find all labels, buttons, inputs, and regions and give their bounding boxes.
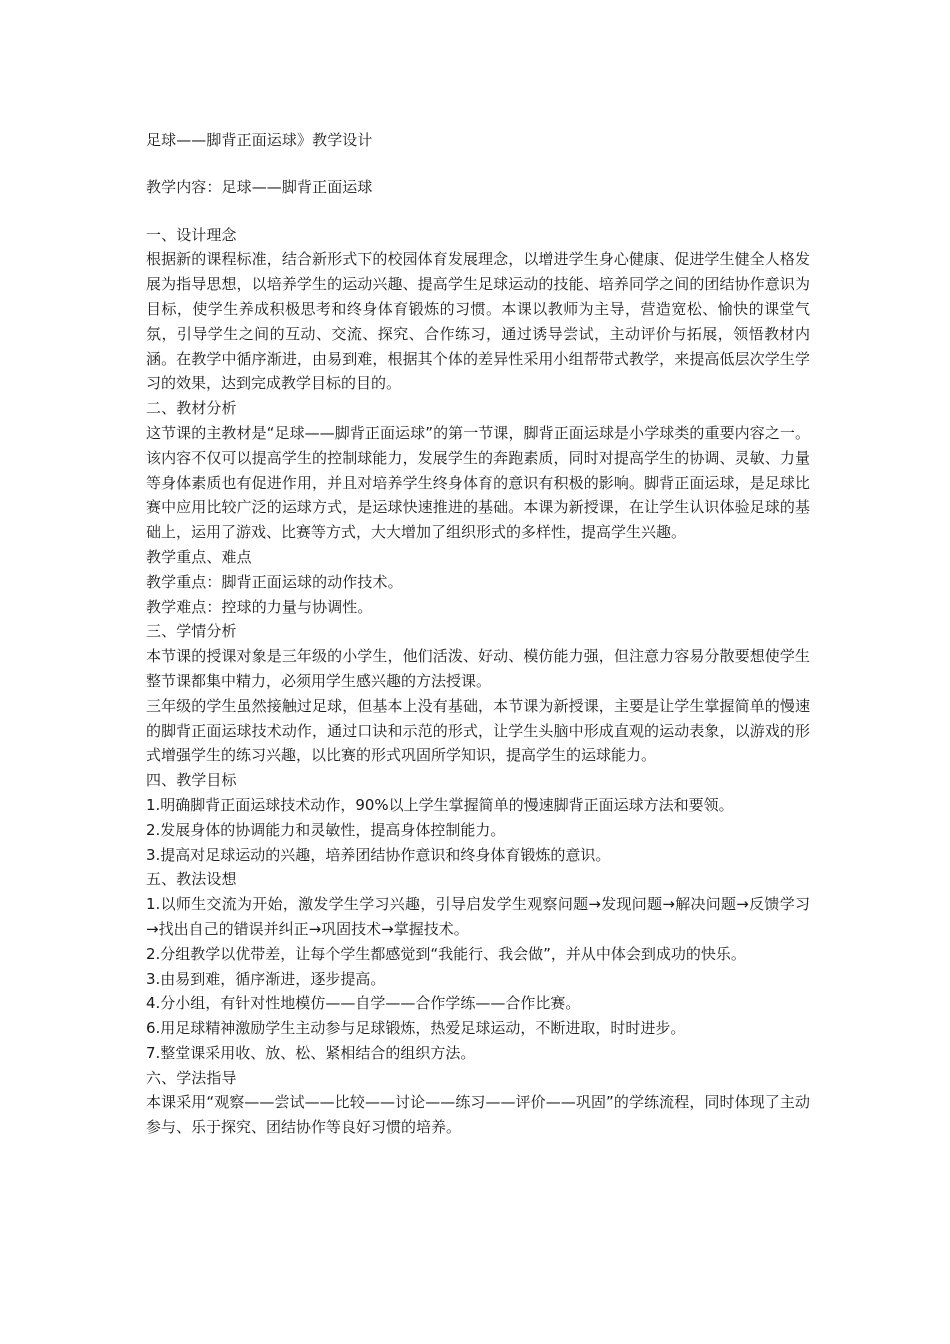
- student-analysis-paragraph-2: 三年级的学生虽然接触过足球，但基本上没有基础，本节课为新授课，主要是让学生掌握简单的慢速的脚背正面运球技术动作，通过口诀和示范的形式，让学生头脑中形成直观的运动表象，以游戏的形式增强学生的练习兴趣，以比赛的形式巩固所学知识，提高学生的运球能力。: [146, 696, 810, 765]
- section-heading-material-analysis: 二、教材分析: [146, 399, 237, 418]
- section-heading-teaching-methods: 五、教法设想: [146, 870, 237, 889]
- method-item: 6.用足球精神激励学生主动参与足球锻炼，热爱足球运动，不断进取，时时进步。: [146, 1019, 686, 1038]
- goal-item: 3.提高对足球运动的兴趣，培养团结协作意识和终身体育锻炼的意识。: [146, 845, 611, 864]
- goal-item: 2.发展身体的协调能力和灵敏性，提高身体控制能力。: [146, 820, 506, 839]
- method-item: 4.分小组，有针对性地模仿——自学——合作学练——合作比赛。: [146, 994, 581, 1013]
- document-title: 足球——脚背正面运球》教学设计: [146, 131, 373, 149]
- key-point-line: 教学重点：脚背正面运球的动作技术。: [146, 572, 403, 591]
- teaching-content-line: 教学内容：足球——脚背正面运球: [146, 177, 373, 196]
- section-heading-learning-guidance: 六、学法指导: [146, 1068, 237, 1087]
- student-analysis-paragraph-1: 本节课的授课对象是三年级的小学生，他们活泼、好动、模仿能力强，但注意力容易分散要想使学生整节课都集中精力，必须用学生感兴趣的方法授课。: [146, 647, 810, 690]
- method-item: 3.由易到难，循序渐进，逐步提高。: [146, 969, 386, 988]
- section-heading-teaching-goals: 四、教学目标: [146, 771, 237, 790]
- method-item: 2.分组教学以优带差，让每个学生都感觉到“我能行、我会做”，并从中体会到成功的快乐。: [146, 944, 746, 963]
- material-analysis-paragraph: 这节课的主教材是“足球——脚背正面运球”的第一节课，脚背正面运球是小学球类的重要内容之一。该内容不仅可以提高学生的控制球能力，发展学生的奔跑素质，同时对提高学生的协调、灵敏、力量等身体素质也有促进作用，并且对培养学生终身体育的意识有积极的影响。脚背正面运球，是足球比赛中应用比较广泛的运球方式，是运球快速推进的基础。本课为新授课，在让学生认识体验足球的基础上，运用了游戏、比赛等方式，大大增加了组织形式的多样性，提高学生兴趣。: [146, 423, 810, 542]
- section-heading-design-concept: 一、设计理念: [146, 225, 237, 244]
- difficulty-line: 教学难点：控球的力量与协调性。: [146, 597, 373, 616]
- key-points-heading: 教学重点、难点: [146, 547, 252, 566]
- learning-guidance-paragraph: 本课采用“观察——尝试——比较——讨论——练习——评价——巩固”的学练流程，同时体现了主动参与、乐于探究、团结协作等良好习惯的培养。: [146, 1093, 810, 1137]
- design-concept-paragraph: 根据新的课程标准，结合新形式下的校园体育发展理念，以增进学生身心健康、促进学生健全人格发展为指导思想，以培养学生的运动兴趣、提高学生足球运动的技能、培养同学之间的团结协作意识为目标，使学生养成积极思考和终身体育锻炼的习惯。本课以教师为主导，营造宽松、愉快的课堂气氛，引导学生之间的互动、交流、探究、合作练习，通过诱导尝试，主动评价与拓展，领悟教材内涵。在教学中循序渐进，由易到难，根据其个体的差异性采用小组帮带式教学，来提高低层次学生学习的效果，达到完成教学目标的目的。: [146, 250, 810, 393]
- method-item: 1.以师生交流为开始，激发学生学习兴趣，引导启发学生观察问题→发现问题→解决问题→反馈学习→找出自己的错误并纠正→巩固技术→掌握技术。: [146, 895, 810, 938]
- section-heading-student-analysis: 三、学情分析: [146, 622, 237, 641]
- goal-item: 1.明确脚背正面运球技术动作，90%以上学生掌握简单的慢速脚背正面运球方法和要领。: [146, 795, 734, 814]
- document-body: [146, 128, 810, 1140]
- method-item: 7.整堂课采用收、放、松、紧相结合的组织方法。: [146, 1043, 476, 1062]
